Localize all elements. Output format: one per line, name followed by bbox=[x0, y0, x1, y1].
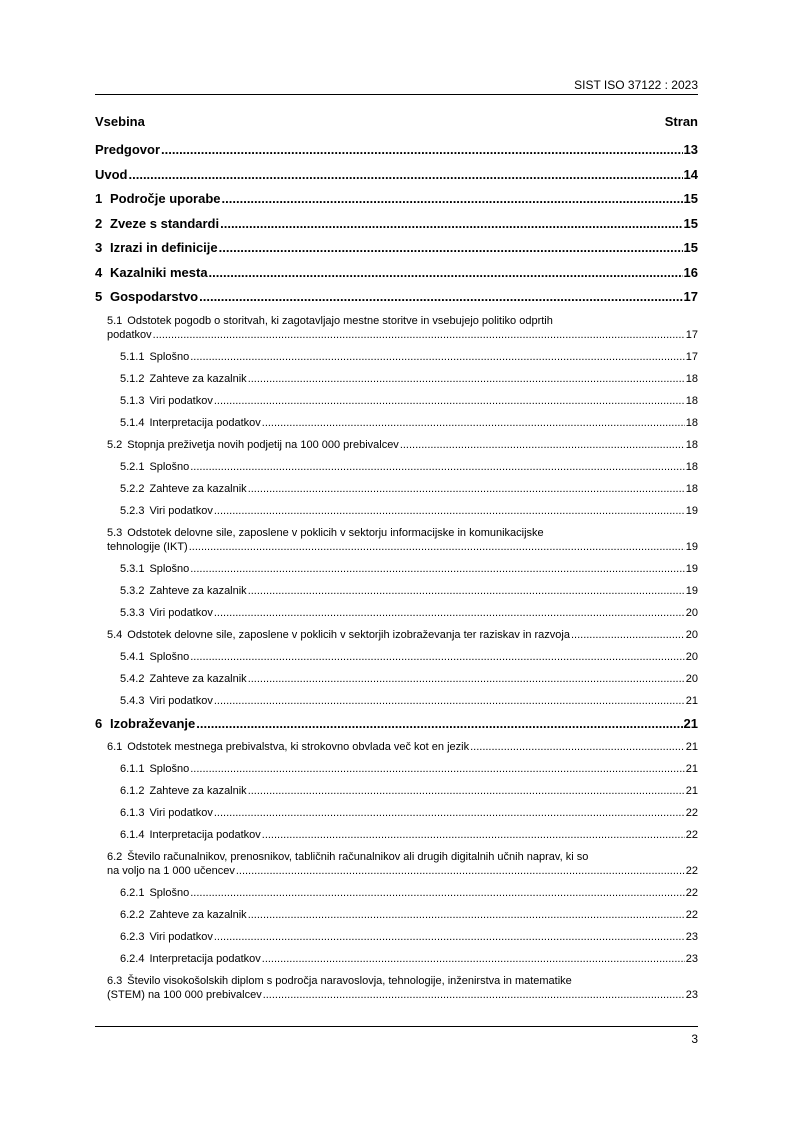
toc-entry-title: Kazalniki mesta bbox=[110, 264, 208, 280]
toc-entry-number: 3 bbox=[95, 240, 103, 255]
toc-entry-page: 23 bbox=[685, 989, 698, 1001]
toc-entry-page: 19 bbox=[685, 562, 698, 575]
toc-entry-page: 19 bbox=[685, 504, 698, 517]
toc-entry-page: 20 bbox=[685, 650, 698, 663]
toc-entry-title: Zahteve za kazalnik bbox=[149, 482, 247, 495]
toc-leader-dots bbox=[196, 712, 682, 737]
toc-entry-number: 6.1.3 bbox=[120, 807, 145, 819]
toc-entry-number: 1 bbox=[95, 191, 103, 206]
toc-entry-title: Zveze s standardi bbox=[110, 215, 220, 231]
toc-entry-4[interactable] bbox=[95, 261, 698, 286]
toc-entry-page: 18 bbox=[685, 460, 698, 473]
toc-entry-page: 22 bbox=[685, 829, 698, 841]
toc-entry-page: 22 bbox=[685, 909, 698, 921]
toc-leader-dots bbox=[248, 780, 685, 802]
toc-entry-page: 21 bbox=[685, 741, 698, 753]
toc-heading-page: Stran bbox=[664, 114, 698, 129]
toc-leader-dots bbox=[248, 904, 685, 926]
toc-entry-number: 5.3.1 bbox=[120, 562, 145, 575]
toc-entry-page: 21 bbox=[685, 763, 698, 775]
toc-entry-page: 20 bbox=[685, 606, 698, 619]
toc-entry-title: Viri podatkov bbox=[149, 394, 213, 407]
toc-entry-1[interactable] bbox=[95, 187, 698, 212]
toc-entry-number: 5.1.4 bbox=[120, 416, 145, 429]
toc-leader-dots bbox=[236, 864, 685, 878]
toc-entry-number: 5.2.2 bbox=[120, 482, 145, 495]
toc-leader-dots bbox=[222, 187, 683, 212]
toc-entry-5-3-3[interactable] bbox=[95, 602, 698, 624]
toc-entry-title: Število računalnikov, prenosnikov, tabličnih računalnikov ali drugih digitalnih učnih naprav, ki so bbox=[127, 851, 589, 863]
toc-entry-5-4[interactable] bbox=[95, 624, 698, 646]
toc-entry-title: Splošno bbox=[149, 460, 190, 473]
toc-entry-6-2-3[interactable] bbox=[95, 926, 698, 948]
toc-entry-number: 6.2 bbox=[107, 851, 123, 863]
toc-entry-title: Odstotek delovne sile, zaposlene v poklicih v sektorjih izobraževanja ter raziskav in razvoja bbox=[127, 628, 570, 641]
toc-entry-5-4-2[interactable] bbox=[95, 668, 698, 690]
toc-leader-dots bbox=[161, 138, 683, 163]
toc-entry-page: 17 bbox=[685, 328, 698, 341]
toc-entry-title: Področje uporabe bbox=[110, 191, 221, 206]
toc-entry-number: 5.4.1 bbox=[120, 650, 145, 663]
toc-entry-title: Izobraževanje bbox=[110, 715, 196, 731]
toc-entry-5-4-3[interactable] bbox=[95, 690, 698, 712]
toc-entry-number: 6.3 bbox=[107, 975, 123, 987]
toc-entry-6-1-3[interactable] bbox=[95, 802, 698, 824]
toc-entry-title: Splošno bbox=[149, 763, 190, 775]
toc-entry-number: 5.2.1 bbox=[120, 460, 145, 473]
toc-entry-6-2-1[interactable] bbox=[95, 882, 698, 904]
toc-entry-title-continued: (STEM) na 100 000 prebivalcev bbox=[107, 989, 262, 1001]
footer-rule bbox=[95, 1026, 698, 1027]
toc-entry-number: 6 bbox=[95, 715, 103, 731]
toc-entry-5-1-1[interactable] bbox=[95, 346, 698, 368]
toc-leader-dots bbox=[214, 602, 685, 624]
toc-entry-5-1[interactable] bbox=[95, 310, 698, 346]
toc-entry-page: 15 bbox=[683, 191, 698, 206]
toc-entry-number: 2 bbox=[95, 215, 103, 231]
toc-leader-dots bbox=[153, 328, 685, 342]
toc-leader-dots bbox=[571, 624, 685, 646]
toc-entry-2[interactable] bbox=[95, 212, 698, 237]
toc-entry-5-3[interactable] bbox=[95, 522, 698, 558]
toc-entry-page: 16 bbox=[683, 264, 698, 280]
toc-entry-title: Viri podatkov bbox=[149, 931, 213, 943]
toc-entry-number: 6.1.1 bbox=[120, 763, 145, 775]
toc-entry-5-4-1[interactable] bbox=[95, 646, 698, 668]
toc-entry-6[interactable] bbox=[95, 712, 698, 737]
toc-entry-5[interactable] bbox=[95, 285, 698, 310]
toc-heading bbox=[95, 114, 698, 132]
toc-entry-number: 6.2.1 bbox=[120, 887, 145, 899]
toc-entry-number: 6.2.4 bbox=[120, 953, 145, 965]
toc-entry-number: 5.2 bbox=[107, 438, 123, 451]
toc-entry-page: 23 bbox=[685, 931, 698, 943]
toc-leader-dots bbox=[199, 285, 682, 310]
toc-entry-title: Število visokošolskih diplom s področja naravoslovja, tehnologije, inženirstva in matematike bbox=[127, 975, 572, 987]
toc-entry-5-2[interactable] bbox=[95, 434, 698, 456]
table-of-contents bbox=[95, 138, 698, 1006]
toc-leader-dots bbox=[400, 434, 685, 456]
toc-entry-title: Uvod bbox=[95, 166, 128, 182]
toc-entry-number: 5.3.3 bbox=[120, 606, 145, 619]
toc-entry-title-continued: na voljo na 1 000 učencev bbox=[107, 865, 235, 877]
toc-leader-dots bbox=[248, 368, 685, 390]
toc-entry-page: 17 bbox=[685, 350, 698, 363]
toc-entry-uvod[interactable] bbox=[95, 163, 698, 188]
toc-entry-6-2-4[interactable] bbox=[95, 948, 698, 970]
toc-entry-title: Izrazi in definicije bbox=[110, 240, 218, 255]
toc-entry-title: Interpretacija podatkov bbox=[149, 953, 261, 965]
toc-leader-dots bbox=[190, 346, 685, 368]
toc-entry-number: 5.1.3 bbox=[120, 394, 145, 407]
toc-entry-5-1-3[interactable] bbox=[95, 390, 698, 412]
toc-entry-title: Interpretacija podatkov bbox=[149, 416, 261, 429]
toc-leader-dots bbox=[190, 646, 685, 668]
toc-entry-page: 15 bbox=[683, 215, 698, 231]
toc-entry-page: 23 bbox=[685, 953, 698, 965]
toc-entry-number: 5.4.3 bbox=[120, 694, 145, 707]
toc-entry-title: Predgovor bbox=[95, 142, 161, 157]
toc-entry-title: Odstotek delovne sile, zaposlene v poklicih v sektorju informacijske in komunikacijske bbox=[127, 526, 544, 539]
toc-entry-title: Zahteve za kazalnik bbox=[149, 372, 247, 385]
toc-entry-page: 18 bbox=[685, 372, 698, 385]
toc-entry-number: 5.1.2 bbox=[120, 372, 145, 385]
toc-entry-title: Zahteve za kazalnik bbox=[149, 909, 247, 921]
toc-entry-number: 6.1.2 bbox=[120, 785, 145, 797]
toc-entry-number: 6.2.3 bbox=[120, 931, 145, 943]
toc-entry-title: Stopnja preživetja novih podjetij na 100 000 prebivalcev bbox=[127, 438, 399, 451]
toc-entry-title: Viri podatkov bbox=[149, 807, 213, 819]
toc-entry-page: 22 bbox=[685, 887, 698, 899]
toc-entry-6-1-4[interactable] bbox=[95, 824, 698, 846]
toc-leader-dots bbox=[262, 824, 685, 846]
toc-entry-number: 5.1 bbox=[107, 314, 123, 327]
toc-entry-page: 22 bbox=[685, 865, 698, 877]
toc-entry-page: 17 bbox=[683, 289, 698, 304]
toc-leader-dots bbox=[214, 690, 685, 712]
header-rule bbox=[95, 94, 698, 95]
toc-entry-title: Viri podatkov bbox=[149, 504, 213, 517]
toc-entry-5-2-1[interactable] bbox=[95, 456, 698, 478]
toc-leader-dots bbox=[214, 802, 685, 824]
page-number: 3 bbox=[691, 1032, 698, 1046]
toc-entry-number: 5 bbox=[95, 289, 103, 304]
toc-leader-dots bbox=[248, 580, 685, 602]
toc-entry-5-2-3[interactable] bbox=[95, 500, 698, 522]
toc-entry-page: 20 bbox=[685, 672, 698, 685]
toc-entry-title: Odstotek mestnega prebivalstva, ki strokovno obvlada več kot en jezik bbox=[127, 741, 470, 753]
toc-leader-dots bbox=[190, 882, 685, 904]
toc-entry-title-continued: podatkov bbox=[107, 328, 152, 341]
toc-entry-title: Splošno bbox=[149, 650, 190, 663]
toc-entry-title-continued: tehnologije (IKT) bbox=[107, 540, 188, 553]
toc-entry-number: 5.3 bbox=[107, 526, 123, 539]
toc-entry-5-1-4[interactable] bbox=[95, 412, 698, 434]
toc-entry-page: 18 bbox=[685, 482, 698, 495]
toc-entry-title: Odstotek pogodb o storitvah, ki zagotavljajo mestne storitve in vsebujejo politiko odprtih bbox=[127, 314, 553, 327]
toc-leader-dots bbox=[190, 758, 685, 780]
toc-entry-5-3-2[interactable] bbox=[95, 580, 698, 602]
toc-leader-dots bbox=[189, 540, 685, 554]
toc-leader-dots bbox=[214, 926, 685, 948]
toc-entry-page: 19 bbox=[685, 540, 698, 553]
toc-entry-page: 22 bbox=[685, 807, 698, 819]
toc-entry-title: Zahteve za kazalnik bbox=[149, 785, 247, 797]
toc-entry-number: 5.3.2 bbox=[120, 584, 145, 597]
toc-entry-title: Viri podatkov bbox=[149, 606, 213, 619]
toc-leader-dots bbox=[214, 390, 685, 412]
toc-entry-title: Splošno bbox=[149, 350, 190, 363]
toc-entry-page: 20 bbox=[685, 628, 698, 641]
toc-entry-title: Viri podatkov bbox=[149, 694, 213, 707]
toc-leader-dots bbox=[248, 668, 685, 690]
toc-entry-number: 5.4.2 bbox=[120, 672, 145, 685]
toc-entry-page: 19 bbox=[685, 584, 698, 597]
toc-entry-number: 6.1.4 bbox=[120, 829, 145, 841]
toc-leader-dots bbox=[209, 261, 683, 286]
toc-entry-5-3-1[interactable] bbox=[95, 558, 698, 580]
toc-entry-page: 14 bbox=[683, 166, 698, 182]
toc-leader-dots bbox=[262, 948, 685, 970]
toc-leader-dots bbox=[190, 456, 685, 478]
toc-leader-dots bbox=[248, 478, 685, 500]
toc-leader-dots bbox=[129, 163, 683, 188]
toc-entry-title: Splošno bbox=[149, 887, 190, 899]
toc-entry-number: 4 bbox=[95, 264, 103, 280]
toc-entry-page: 21 bbox=[685, 694, 698, 707]
toc-entry-5-1-2[interactable] bbox=[95, 368, 698, 390]
toc-entry-title: Zahteve za kazalnik bbox=[149, 672, 247, 685]
toc-entry-6-2-2[interactable] bbox=[95, 904, 698, 926]
toc-entry-3[interactable] bbox=[95, 236, 698, 261]
toc-entry-title: Interpretacija podatkov bbox=[149, 829, 261, 841]
toc-entry-6-1[interactable] bbox=[95, 736, 698, 758]
toc-entry-page: 18 bbox=[685, 416, 698, 429]
toc-entry-6-1-2[interactable] bbox=[95, 780, 698, 802]
toc-leader-dots bbox=[262, 412, 685, 434]
toc-entry-6-2[interactable] bbox=[95, 846, 698, 882]
toc-entry-number: 5.1.1 bbox=[120, 350, 145, 363]
toc-leader-dots bbox=[214, 500, 685, 522]
toc-entry-6-3[interactable] bbox=[95, 970, 698, 1006]
toc-leader-dots bbox=[220, 212, 682, 237]
toc-entry-page: 21 bbox=[683, 715, 698, 731]
toc-entry-page: 18 bbox=[685, 438, 698, 451]
toc-entry-6-1-1[interactable] bbox=[95, 758, 698, 780]
toc-entry-number: 5.4 bbox=[107, 628, 123, 641]
toc-leader-dots bbox=[263, 988, 685, 1002]
toc-entry-number: 6.1 bbox=[107, 741, 123, 753]
toc-leader-dots bbox=[219, 236, 683, 261]
toc-entry-title: Gospodarstvo bbox=[110, 289, 199, 304]
toc-entry-predgovor[interactable] bbox=[95, 138, 698, 163]
toc-leader-dots bbox=[470, 736, 685, 758]
toc-entry-title: Splošno bbox=[149, 562, 190, 575]
toc-leader-dots bbox=[190, 558, 685, 580]
toc-entry-5-2-2[interactable] bbox=[95, 478, 698, 500]
toc-entry-page: 21 bbox=[685, 785, 698, 797]
toc-entry-page: 15 bbox=[683, 240, 698, 255]
toc-heading-contents: Vsebina bbox=[95, 114, 145, 129]
document-id-header: SIST ISO 37122 : 2023 bbox=[574, 78, 698, 92]
toc-entry-page: 18 bbox=[685, 394, 698, 407]
toc-entry-title: Zahteve za kazalnik bbox=[149, 584, 247, 597]
toc-entry-number: 5.2.3 bbox=[120, 504, 145, 517]
toc-entry-page: 13 bbox=[683, 142, 698, 157]
toc-entry-number: 6.2.2 bbox=[120, 909, 145, 921]
